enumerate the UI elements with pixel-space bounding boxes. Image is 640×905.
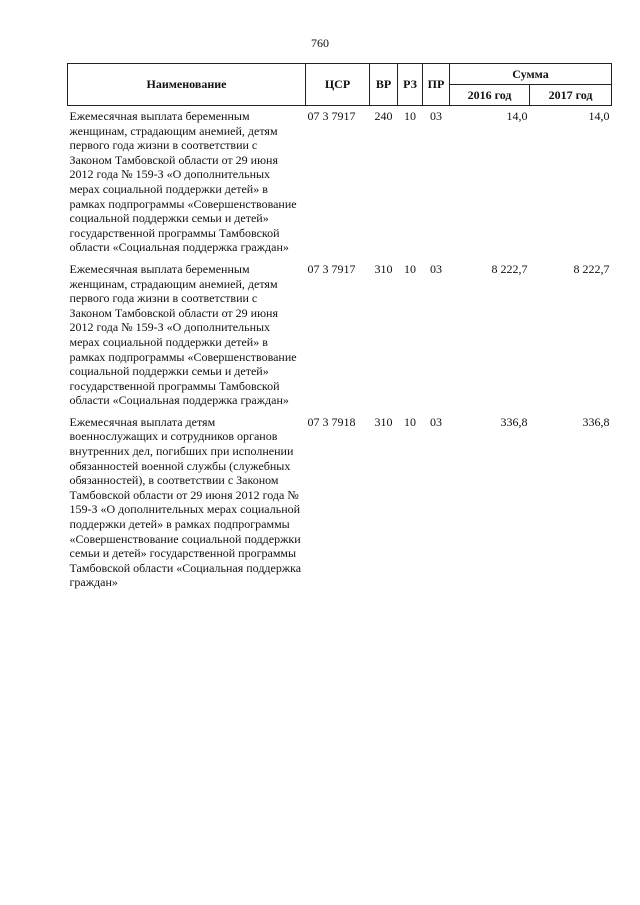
- row-rz: 10: [404, 261, 416, 276]
- row-pr: 03: [430, 414, 442, 429]
- row-name: Ежемесячная выплата детям военнослужащих и сотрудников органов внутренних дел, погибших при исполнении обязанностей военной службы (служебных обязанностей), в соответствии с Законом Тамбовской области от 29 июня 2012 года № 159-З «О дополнительных мерах социальной поддержки детей» в рамках подпрограммы «Совершенствование социальной поддержки семьи и детей» государственной программы Тамбовской области «Социальная поддержка граждан»: [69, 414, 302, 590]
- header-name: Наименование: [68, 64, 306, 106]
- row-vr: 310: [374, 414, 393, 429]
- row-sum-2016: 14,0: [506, 109, 528, 123]
- row-csr: 07 3 7917: [307, 109, 356, 123]
- row-csr: 07 3 7918: [307, 414, 356, 429]
- row-csr: 07 3 7917: [307, 261, 356, 276]
- table-row: [68, 106, 612, 261]
- row-rz: 10: [404, 414, 416, 429]
- row-sum-2017: 14,0: [588, 109, 610, 123]
- row-rz: 10: [404, 109, 416, 123]
- row-sum-2017: 8 222,7: [573, 261, 610, 276]
- row-sum-2016: 336,8: [500, 414, 528, 429]
- table-body: [68, 106, 612, 597]
- row-name: Ежемесячная выплата беременным женщинам, страдающим анемией, детям первого года жизни в соответствии с Законом Тамбовской области от 29 июня 2012 года № 159-З «О дополнительных мерах социальной поддержки детей» в рамках подпрограммы «Совершенствование социальной поддержки семьи и детей» государственной программы Тамбовской области «Социальная поддержка граждан»: [69, 109, 297, 255]
- header-rz: РЗ: [398, 64, 423, 106]
- header-csr: ЦСР: [306, 64, 370, 106]
- table-header: [68, 64, 612, 106]
- budget-table: [67, 63, 612, 596]
- row-vr: 310: [374, 261, 393, 276]
- row-sum-2016: 8 222,7: [491, 261, 528, 276]
- table-row: [68, 261, 612, 414]
- header-vr: ВР: [370, 64, 398, 106]
- row-vr: 240: [374, 109, 393, 123]
- header-pr: ПР: [423, 64, 450, 106]
- table-row: [68, 414, 612, 596]
- page-number: 760: [311, 36, 329, 50]
- row-name: Ежемесячная выплата беременным женщинам, страдающим анемией, детям первого года жизни в соответствии с Законом Тамбовской области от 29 июня 2012 года № 159-З «О дополнительных мерах социальной поддержки детей» в рамках подпрограммы «Совершенствование социальной поддержки семьи и детей» государственной программы Тамбовской области «Социальная поддержка граждан»: [69, 261, 297, 408]
- row-pr: 03: [430, 261, 442, 276]
- header-year-2017: 2017 год: [530, 85, 612, 106]
- row-sum-2017: 336,8: [582, 414, 610, 429]
- header-year-2016: 2016 год: [450, 85, 530, 106]
- row-pr: 03: [430, 109, 442, 123]
- header-sum: Сумма: [450, 64, 612, 85]
